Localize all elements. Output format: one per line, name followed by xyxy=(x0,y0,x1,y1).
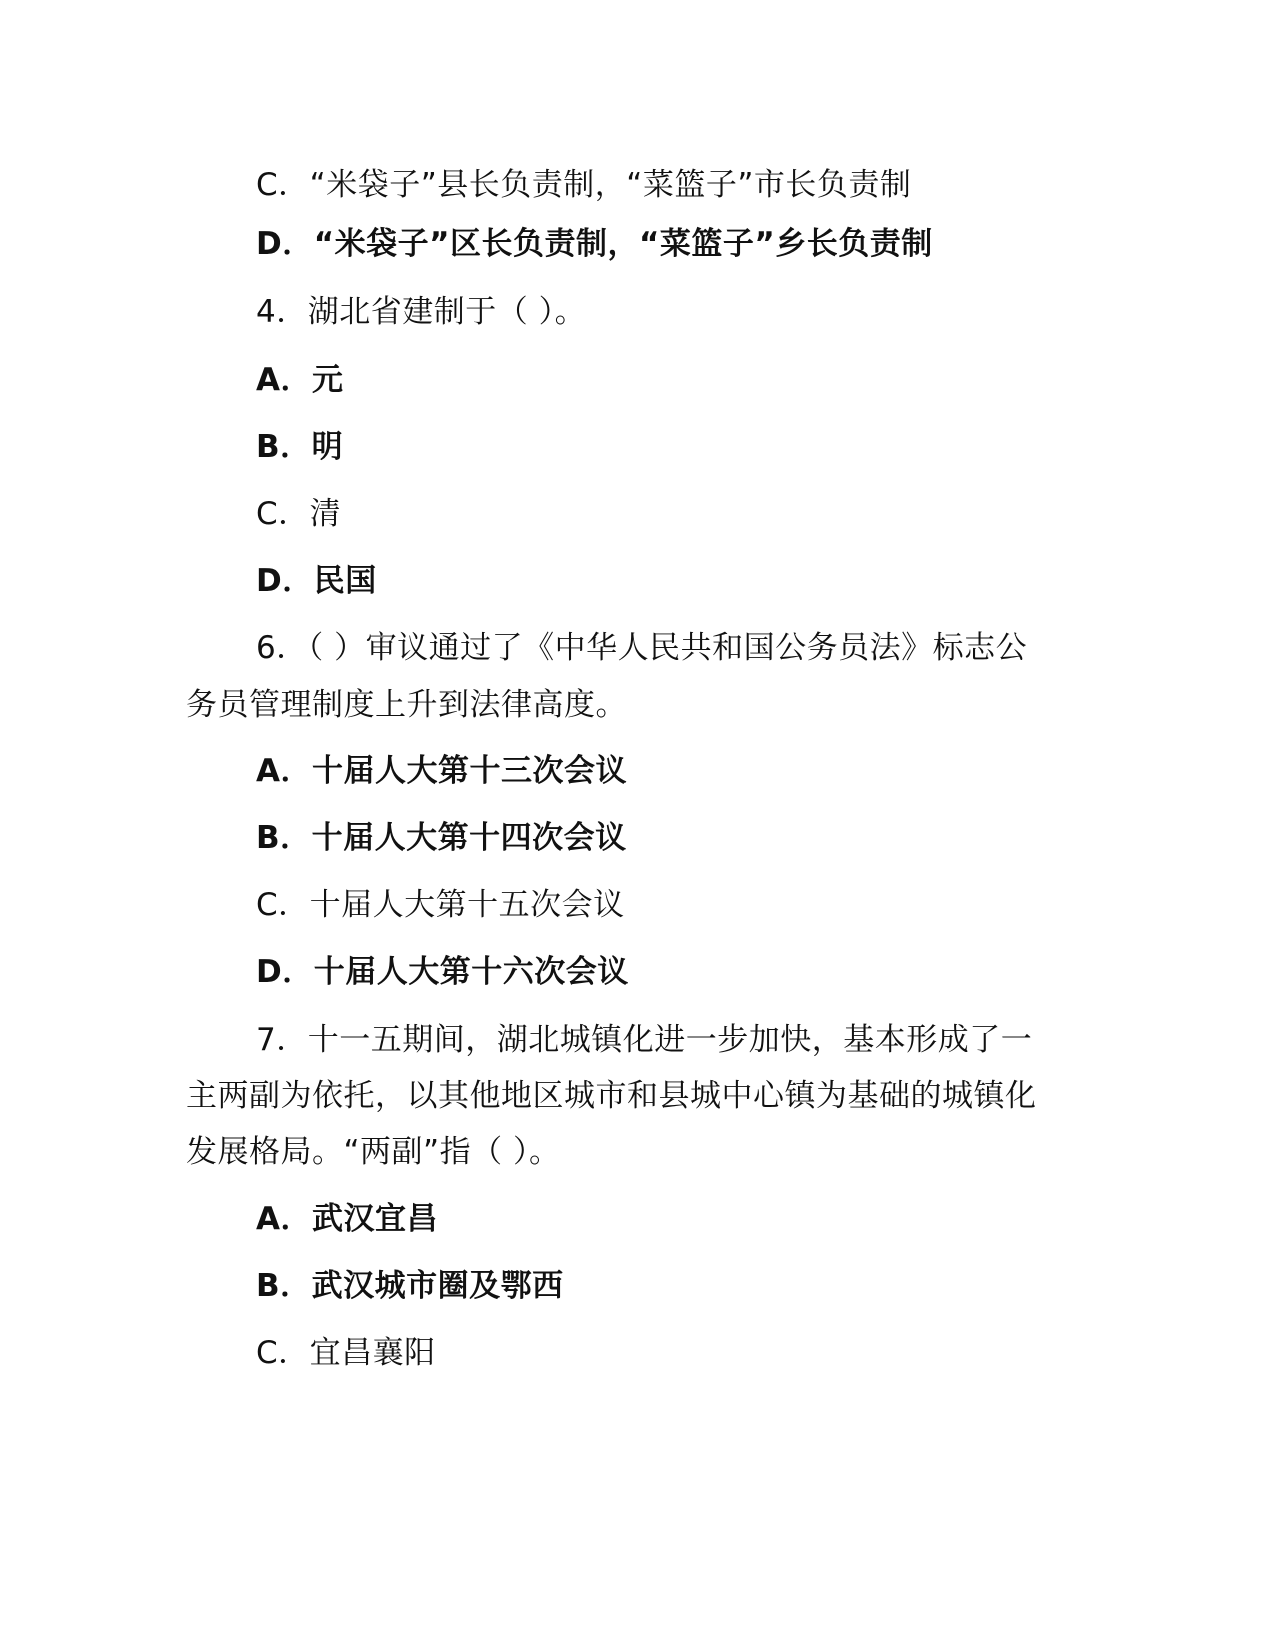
question-6-line-1: 6．（ ）审议通过了《中华人民共和国公务员法》标志公 xyxy=(256,630,1028,666)
question-7-line-1: 7．十一五期间，湖北城镇化进一步加快，基本形成了一 xyxy=(256,1022,1033,1058)
question-7-line-3: 发展格局。“两副”指（ ）。 xyxy=(186,1134,561,1170)
question-7-line-2: 主两副为依托，以其他地区城市和县城中心镇为基础的城镇化 xyxy=(186,1078,1037,1114)
q4-option-d: D．民国 xyxy=(256,563,377,599)
q6-option-b: B．十届人大第十四次会议 xyxy=(256,820,627,856)
q3-option-c: C．“米袋子”县长负责制，“菜篮子”市长负责制 xyxy=(256,167,912,203)
question-4: 4．湖北省建制于（ ）。 xyxy=(256,294,587,330)
q4-option-c: C．清 xyxy=(256,496,342,532)
q6-option-c: C．十届人大第十五次会议 xyxy=(256,887,625,923)
q7-option-c: C．宜昌襄阳 xyxy=(256,1335,436,1371)
q3-option-d: D．“米袋子”区长负责制，“菜篮子”乡长负责制 xyxy=(256,226,933,262)
q6-option-d: D．十届人大第十六次会议 xyxy=(256,954,629,990)
question-6-line-2: 务员管理制度上升到法律高度。 xyxy=(186,687,627,723)
q7-option-b: B．武汉城市圈及鄂西 xyxy=(256,1268,564,1304)
q4-option-a: A．元 xyxy=(256,362,344,398)
q4-option-b: B．明 xyxy=(256,429,344,465)
q6-option-a: A．十届人大第十三次会议 xyxy=(256,753,627,789)
q7-option-a: A．武汉宜昌 xyxy=(256,1201,438,1237)
